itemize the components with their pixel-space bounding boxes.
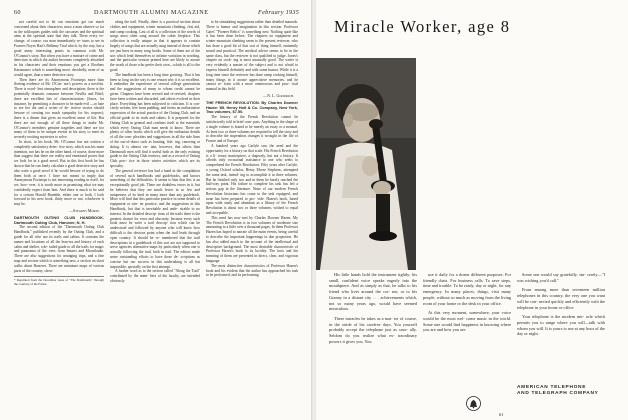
review-paragraph: A hundred years ago Carlyle saw the need and the opportunity for a history on that scale. His French Revolution is a li- terary masterpiece, a rhapsody, but not a history. It affords only occasional assistance to one who seeks to comprehend the French Revolution. Fifty years after Carlyle, a young Oxford scholar, Henry Morse Stephens, attempted the same task, intend- ing to accomplish it in three volumes. But he finished only two and in them he barely reached the half-way point. His failure to complete his task has left a serious gap in the literature. None of our modern French Revolution historians has come to the task equipped, and none has been prepared to pro- vide. Hazen's book, based upon wide study and abundant as a library of the French Revolution is about two or three volumes, wished to equal and acceptable. <box>206 143 298 216</box>
ad-paragraph: Your telephone is the modern mir- acle which permits you to range where you will—talk with whom you will. It is yours to use at any hour of the day or night. <box>517 314 605 337</box>
review-paragraph: The second edition of the "Dartmouth Outing Club Handbook," published recently by the Outing Club, and a guide for all who use its trails and cabins. It contains the names and locations of all the lean-tos and history of each cabin and shelter, a de- tailed guide to all the trails for magic and panorama of the view from Smarts and Moosilauke. There are also suggestions for arranging trips, and a fine map and section which is something new, a section on short walks about Hanover. There are miniature maps of various parts of the country, show- <box>14 225 104 273</box>
review-paragraph: In short, in his book, Mr. O'Connor has not written a completely satisfactory detec- tive story, which was his main intention, nor has he on the other hand, of course, done more than suggest that there are reality and emotional power that we look for in a good novel. But in this first book he has shown that he can finely calculate a good detective story and also write a good novel if he would beware of trying to do them both at once. I have not meant to imply that Anonymous Footsteps is not interesting reading in itself, for we, how- ever, it is worth more as promising what we may confidently expect from him. And there is much to be said for a certain Harold Bramble, either one or both, I look forward to his next book, thirty more or not, whichever it may be. <box>14 139 104 207</box>
review-paragraph: The general reviewer has had a hand in the compilation of several such handbooks and guidebooks, and knows something of the difficulties. It seems to him that this is an exceptionally good job. There are doubtless errors in it, but he believes that they are much fewer in so few and uniqueness of its kind in many more than any guidebook. More will find that this particular practice in some details of equipment or win- ter practice, and the suggestions in this Handbook, but that is inevitable and unde- sirable to no interest. In the detailed descrip- tions of the trails there is the greatest chance for error and obscurity, because every such book must be write a trail descrip- tion which can be understood and followed by anyone who will know how difficult is the obvious point when the trail leads through open country. It should be re- membered that the trail descriptions in a guidebook of this sort are not supposed to serve agencies alternative maps by particularly when one is actually following the trail, both in trail. The editors made some outstanding efforts to have these de- scriptions as concise but our success in this undertaking is all but impossible, specially on the first attempt. <box>110 168 200 269</box>
company-signature <box>517 385 617 397</box>
left-page <box>0 0 312 420</box>
review-paragraph: to be stimulating suggestions rather than detailed manuals. There is humor and imagination in this section. Professor Gates' "Pioneer Relics" is something new. Nothing quite like it has been done before. The chapters on equipment and winter mountain climbing seem to the present reviewer, who has done a good bit of that sort of thing himself, eminently sound and practical. The medical advice seems to be in the same class, but the reviewer is not qualified to judge. Jones's chapter on cook- ing is most unusually good. The writer is very evidently a master of the subject and is not afraid to express himself definitely and with some humor. While it is a long time since the reviewer has done camp cooking himself, many things in it arouse appreciative memories, and he cannot re- frain with a more omnivorous and prac- tical manual in this field. <box>206 20 298 92</box>
issue-date: February 1935 <box>258 9 300 16</box>
ad-copy-column-2 <box>423 272 511 412</box>
ad-paragraph: These miracles he takes as a mat- ter of course, in the stride of his carefree days. You yourself probably accept the telephone just as casu- ally. Seldom do you realize what ex- traordinary powers it gives you. You <box>329 315 417 344</box>
review-column-3 <box>206 20 298 412</box>
ad-paragraph: At this very moment, somewhere, your voice would be the most wel- come music in the world. Some one would find happiness in knowing where you are and how you are. <box>423 310 511 333</box>
ad-paragraph: use it daily for a dozen different purposes. For friendly chats. For business calls. To save steps, time and trouble. To be ready, day or night, for any emergency. In many places, things, visit many people, without so much as moving from the living room of your home or the desk in your office. <box>423 272 511 306</box>
ad-copy-column-1 <box>329 272 417 412</box>
child-telephone-photo <box>316 58 416 270</box>
review-column-2 <box>110 20 200 412</box>
page-number: 61 <box>499 412 504 417</box>
page-number: 60 <box>14 9 21 16</box>
ad-paragraph: His little hands hold the instrument tightly; his small, confident voice speaks eagerly into the mouthpiece. And as simply as that, he talks to his friend who lives around the cor- ner, or to his Granny in a distant city . . . achievements which, not so many years ago, would have seemed miraculous. <box>329 272 417 312</box>
ad-headline: Miracle Worker, age 8 <box>334 17 511 36</box>
review-paragraph: The handbook has been a long time growing. That it has been so long on the way is one reason why it is so excellent. It embodies the experience of several college generations and the suggestions of many to whom credit cannot be given. Chapters have been revised and re-revised; chapters have been written and discarded, and others evolved in their place. Everything has been subjected to criticism. It is con- cisely written, free from padding, and forms an authoritative expression of the actual practice of the Outing Club, and an official guide to its trails and cabins. It is prepared for the Outing Club in general and confines itself to the essentials which every Outing Club man needs to know. There are plenty of other books which will give the enthusiast details of all the com- plexities and suggestions in all the side lines of the out-of-doors such as hunting, fish- ing, canoeing or skiing. It is almost cer- tain, however, that others than Dartmouth men will find it useful both as the only existing guide to the Outing Club territory, and as a record of Outing Club prac- tice in those winter activities which are its specialty. <box>110 72 200 168</box>
bell-system-logo-icon <box>466 396 481 411</box>
review-column-1 <box>14 20 104 412</box>
review-paragraph: The most distinctive characteristics of Professor Hazen's book and his evident that the author has approached his task to be performed, and its performing <box>206 263 298 278</box>
review-paragraph: This need has now met by Charles Downer Hazen. My The French Revolution is in two volumes of moderate size amounting to a little over a thousand pages. In them Professor Hazen has hoped to narrate all the main events, being careful to describe the important happenings in due proportion. He has also added much to the account of the intellectual and descriptive background. The most desirable characteristic of Professor Hazen's book is its lucidity. The facts and the meaning of them are presented in direct, clear, and vigorous language. <box>206 215 298 264</box>
company-name-line: AMERICAN TELEPHONE <box>517 385 587 390</box>
ad-paragraph: Some one would say gratefully, sin- cerely—"I was wishing you'd call." <box>517 272 605 283</box>
review-heading: DARTMOUTH OUTING CLUB HANDBOOK. Dartmouth Outing Club, Hanover, N. H. <box>14 214 104 225</box>
reviewer-signature: —N. L. Goodrich. <box>263 92 294 98</box>
company-name-line: AND TELEGRAPH COMPANY <box>517 391 599 396</box>
review-heading: THE FRENCH REVOLUTION. By Charles Downer Hazen '85. Henry Holt & Co. Company, New York, Two volumes, $7.50. <box>206 99 298 115</box>
review-paragraph: Then there are its Anonymous Footsteps more than fleeting evidence of Mr. O'Con- nor's powers as a novelist. There is excel- lent atmosphere and description; there is the potentially dramatic romance between Nevilla and Ethel; there are excellent bits of characterization. (Jones, for instance, by permitting a character to be made evil —or hate to see her die and a writer of de- tective stories should beware of creating too much sympathy for his corpses); there is a dinner that gives an excellent sense of life. But there are not enough of all these things to make Mr. O'Connor's members genuine tragedies and there are too many of them to be unique events in his story to meet its severely exciting mysteries to solve. <box>14 77 104 140</box>
review-paragraph: A further word as to the section called "Along the Trail" contributed by the mem- bers of the faculty, are intended obviously <box>110 269 200 284</box>
footnote: * Reprinted from the December issue of "The Dartmouth," through the courtesy of the Editor. <box>14 278 104 287</box>
photo-illustration <box>316 58 416 270</box>
running-title: DARTMOUTH ALUMNI MAGAZINE <box>94 9 209 16</box>
review-paragraph: along the trail. Finally, there is a practical section about clothes and equipment, winter mountain climbing, first aid, and camp cooking. Last of all is a collection of the words of songs most often sung around the cabin fireplace. This collection is really unique in that it appears to contain largely of songs that are actually sung instead of those which are just lines in many song books. Some of them are of the sort which lend themselves to infinite variation in wording, and the particular version printed here are likely to arouse the wrath of those who prefer their own—which is all to the good. <box>110 20 200 72</box>
review-paragraph: The history of the French Revolution cannot be satisfactorily told in brief com- pass. Anything in the shape of a single volume is bound to be merely an essay or a manual. At least two or three volumes are required to tell the story and to describe the stupendous changes it wrought in the life of France and of Europe. <box>206 115 298 144</box>
review-paragraph: not careful not to let our emotions get too much concerned about their characters, must a man observe so far as the soliloquies guides with the carcasses and the spiritual aims at the spiritual state that they talk. There every ex- change, of course; our man immediately re- turns to see in Frances Noyes Hart's Bellamy Trial which, by the way, has a good many interesting points in common with Mr. O'Connor's story. But when you have a mixture of crime and detection in which the author becomes completely absorbed in his characters and their emotions you get a Brothers Karamazov which is something more, decidedly, none of us would agree, than a mere detective story. <box>14 20 104 77</box>
ad-paragraph: From among more than seventeen million telephones in this country, the very one you want will be con- nected quickly and efficiently with the telephone in your home or office. <box>517 287 605 310</box>
reviewer-signature: —Stearns Morse. <box>68 208 100 214</box>
